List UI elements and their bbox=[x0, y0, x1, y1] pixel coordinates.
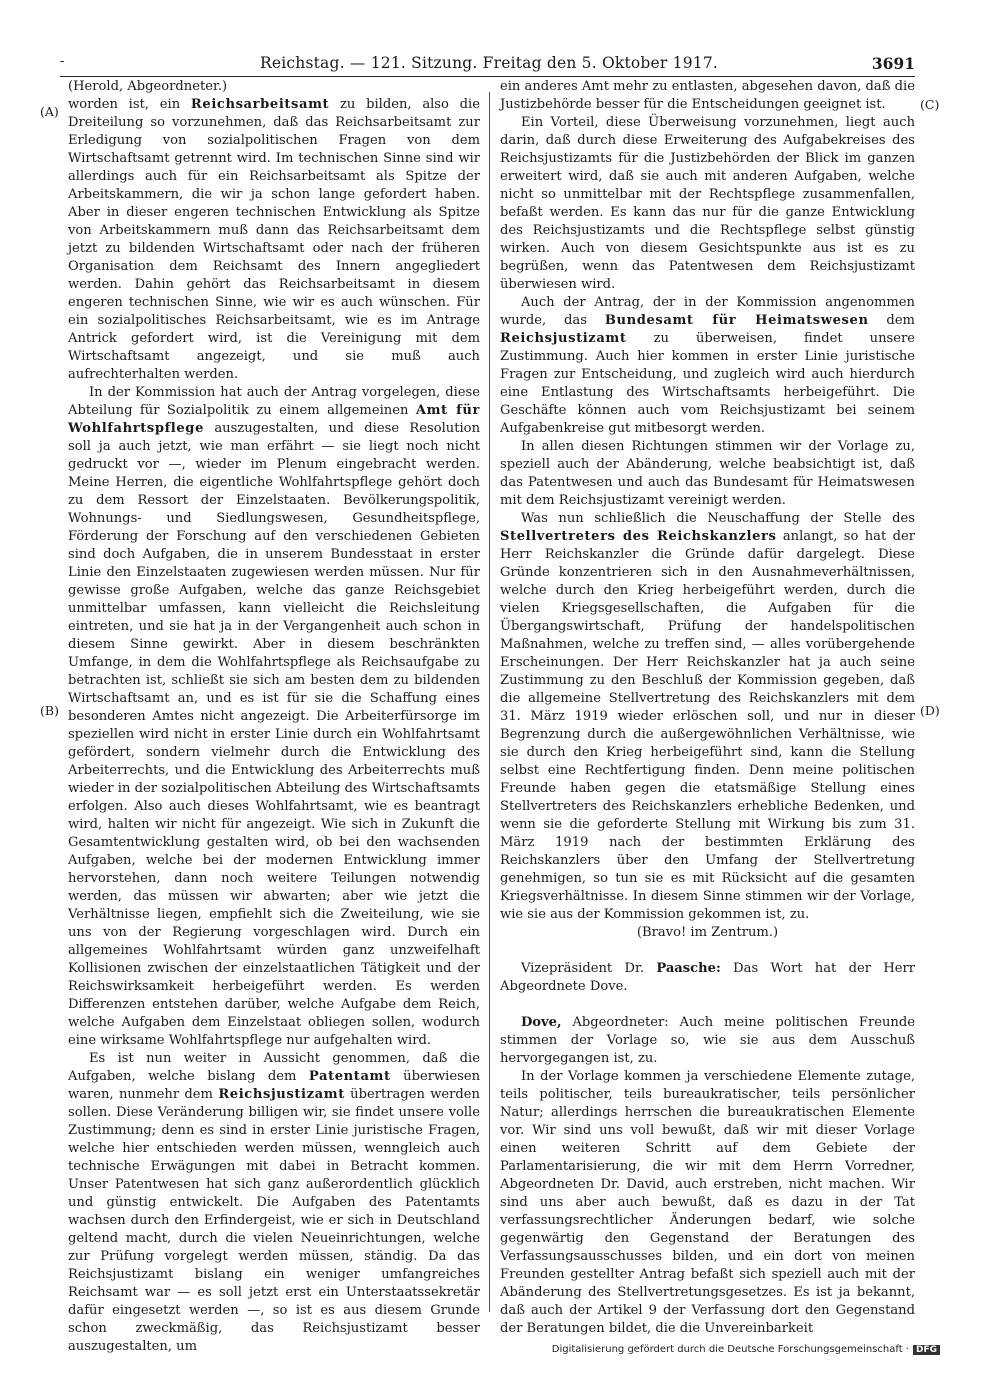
digitization-credit bbox=[552, 1344, 940, 1355]
right-paragraph-1: ein anderes Amt mehr zu entlasten, abgesehen davon, daß die Justizbehörde besser für die Entscheidungen geeignet ist. bbox=[500, 79, 915, 112]
margin-letter-b: (B) bbox=[40, 703, 59, 718]
right-column bbox=[500, 78, 915, 1338]
running-title: Reichstag. — 121. Sitzung. Freitag den 5. Oktober 1917. bbox=[260, 54, 719, 72]
left-paragraph-3: Es ist nun weiter in Aussicht genommen, daß die Aufgaben, welche bislang dem Patentamt überwiesen waren, nunmehr dem Reichsjustizamt übertragen werden sollen. Diese Veränderung billigen wir, sie findet unsere volle Zustimmung; denn es sind in erster Linie juristische Fragen, welche hier entschieden werden müssen, wenngleich auch technische Erwägungen mit dabei in Betracht kommen. Unser Patentwesen hat sich ganz außerordentlich glücklich und günstig entwickelt. Die Aufgaben des Patentamts wachsen durch den Erfindergeist, wie er sich in Deutschland geltend macht, durch die vielen Neueinrichtungen, welche zur Prüfung vorgelegt werden müssen, ständig. Da das Reichsjustizamt bislang ein weniger umfangreiches Reichsamt war — es soll jetzt erst ein Unterstaatssekretär dafür eingesetzt werden —, so ist es aus diesem Grunde schon zweckmäßig, das Reichsjustizamt besser auszugestalten, um bbox=[68, 1051, 480, 1354]
page-header bbox=[60, 50, 915, 76]
left-column bbox=[68, 78, 480, 1356]
right-paragraph-2: Ein Vorteil, diese Überweisung vorzunehmen, liegt auch darin, daß durch diese Erweiterung des Aufgabekreises des Reichsjustizamts für die Justizbehörden der Blick im ganzen erweitert wird, daß sie auch mit anderen Aufgaben, welche nicht so unmittelbar mit der Rechtspflege zusammenfallen, befaßt werden. Es kann das nur für die ganze Entwicklung des Reichsjustizamts und die Rechtspflege selbst günstig wirken. Auch von diesem Gesichtspunkte aus ist es zu begrüßen, wenn das Patentwesen dem Reichsjustizamt überwiesen wird. bbox=[500, 115, 915, 292]
dfg-logo: DFG bbox=[913, 1345, 940, 1355]
header-rule bbox=[60, 76, 915, 77]
vice-president-remark: Vizepräsident Dr. Paasche: Das Wort hat der Herr Abgeordnete Dove. bbox=[500, 961, 916, 994]
right-paragraph-5: Was nun schließlich die Neuschaffung der Stelle des Stellvertreters des Reichskanzlers anlangt, so hat der Herr Reichskanzler die Gründe dafür dargelegt. Diese Gründe konzentrieren sich in den Ausnahmeverhältnissen, welche durch den Krieg herbeigeführt werden, durch die vielen Kriegsgesellschaften, die Aufgaben für die Übergangswirtschaft, Prüfung der handelspolitischen Maßnahmen, welche zu treffen sind, — alles vorübergehende Erscheinungen. Der Herr Reichskanzler hat ja auch seine Zustimmung zu den Beschluß der Kommission gegeben, daß die allgemeine Stellvertretung des Reichskanzlers mit dem 31. März 1919 wieder erlöschen soll, und nur in dieser Begrenzung durch die außergewöhnlichen Verhältnisse, wie sie durch den Krieg herbeigeführt sind, kann die Stellung selbst eine Rechtfertigung finden. Denn meine politischen Freunde haben gegen die etatsmäßige Stellung eines Stellvertreters des Reichskanzlers erhebliche Bedenken, und wenn sie die geforderte Stellung mit Wirkung bis zum 31. März 1919 nach der bestimmten Erklärung des Reichskanzlers über den Umfang der Stellvertretung genehmigen, so tun sie es mit Rücksicht auf die gesamten Kriegsverhältnisse. In diesem Sinne stimmen wir der Vorlage, wie sie aus der Kommission gekommen ist, zu. bbox=[500, 511, 915, 922]
right-paragraph-3: Auch der Antrag, der in der Kommission angenommen wurde, das Bundesamt für Heimatswesen dem Reichsjustizamt zu überweisen, findet unsere Zustimmung. Auch hier kommen in erster Linie juristische Fragen zur Entscheidung, und zugleich wird auch hierdurch eine Entlastung des Wirtschaftsamts herbeigeführt. Die Geschäfte können auch vom Reichsjustizamt bei seinem Aufgabenkreise gut mitbesorgt werden. bbox=[500, 295, 915, 436]
header-mark: - bbox=[60, 54, 65, 69]
left-paragraph-1: worden ist, ein Reichsarbeitsamt zu bilden, also die Dreiteilung so vorzunehmen, daß das Reichsarbeitsamt zur Erledigung von sozialpolitischen Fragen von dem Wirtschaftsamt getrennt wird. Im technischen Sinne sind wir allerdings auch für ein Reichsarbeitsamt als Spitze der Arbeitskammern, die wir ja schon lange gefordert haben. Aber in dieser engeren technischen Entwicklung als Spitze von Arbeitskammern muß dann das Reichsarbeitsamt dem jetzt zu bildenden Wirtschaftsamt oder nach der früheren Organisation dem Reichsamt des Innern angegliedert werden. Dahin gehört das Reichsarbeitsamt in diesem engeren technischen Sinne, wie wir es auch wünschen. Für ein sozialpolitisches Reichsarbeitsamt, wie es im Antrage Antrick gefordert wird, ist die Vereinigung mit dem Wirtschaftsamt angezeigt, und sie muß auch aufrechterhalten werden. bbox=[68, 97, 480, 382]
applause-note: (Bravo! im Zentrum.) bbox=[636, 925, 779, 940]
speaker-head: (Herold, Abgeordneter.) bbox=[68, 79, 228, 94]
margin-letter-c: (C) bbox=[920, 97, 940, 112]
margin-letter-d: (D) bbox=[920, 703, 940, 718]
dove-speech-intro: Dove, Abgeordneter: Auch meine politischen Freunde stimmen der Vorlage so, wie sie aus dem Ausschuß hervorgegangen ist, zu. bbox=[500, 1015, 915, 1066]
credit-text: Digitalisierung gefördert durch die Deutsche Forschungsgemeinschaft · bbox=[551, 1344, 909, 1355]
right-paragraph-6: In der Vorlage kommen ja verschiedene Elemente zutage, teils politischer, teils bureaukratischer, teils persönlicher Natur; allerdings herrschen die bureaukratischen Elemente vor. Wir sind uns voll bewußt, daß wir mit dieser Vorlage einen weiteren Schritt auf dem Gebiete der Parlamentarisierung, die wir mit dem Herrn Vorredner, Abgeordneten Dr. David, auch erstreben, nicht machen. Wir sind uns aber auch bewußt, daß es dazu in der Tat verfassungsrechtlicher Änderungen bedarf, wie solche gegenwärtig den Gegenstand der Beratungen des Verfassungsausschusses bilden, und ein dort von meinen Freunden gestellter Antrag befaßt sich speziell auch mit der Abänderung des Stellvertretungsgesetzes. Es ist ja bekannt, daß auch der Artikel 9 der Verfassung dort den Gegenstand der Beratungen bildet, die die Unvereinbarkeit bbox=[500, 1069, 915, 1336]
column-divider bbox=[489, 92, 490, 1312]
left-paragraph-2: In der Kommission hat auch der Antrag vorgelegen, diese Abteilung für Sozialpolitik zu einem allgemeinen Amt für Wohlfahrtspflege auszugestalten, und diese Resolution soll ja auch jetzt, wie man erfährt — sie liegt noch nicht gedruckt vor —, wieder im Plenum eingebracht werden. Meine Herren, die eigentliche Wohlfahrtspflege gehört doch zu dem Ressort der Einzelstaaten. Bevölkerungspolitik, Wohnungs- und Siedlungswesen, Gesundheitspflege, Förderung der Forschung auf den verschiedenen Gebieten sind doch Aufgaben, die in unserem Bundesstaat in erster Linie den Einzelstaaten zugewiesen werden müssen. Nur für gewisse große Aufgaben, welche das ganze Reichsgebiet unmittelbar umfassen, kann vielleicht die Reichsleitung eintreten, und sie hat ja in der Vergangenheit auch schon in diesem Sinne gewirkt. Aber in diesem beschränkten Umfange, in dem die Wohlfahrtspflege als Reichsaufgabe zu betrachten ist, schließt sie sich am besten dem zu bildenden Wirtschaftsamt an, und es ist für sie die Schaffung eines besonderen Amtes nicht angezeigt. Die Arbeiterfürsorge im speziellen wird nicht in erster Linie durch ein Wohlfahrtsamt gefördert, sondern vielmehr durch die Entwicklung des Arbeiterrechts, und die Entwicklung des Arbeiterrechts muß wieder in der sozialpolitischen Abteilung des Wirtschaftsamts erfolgen. Also auch dieses Wohlfahrtsamt, wie es beantragt wird, halten wir nicht für angezeigt. Wie sich in Zukunft die Gesamtentwicklung gestalten wird, ob bei den wachsenden Aufgaben, welche bei der modernen Entwicklung immer hervorstehen, dann noch weitere Teilungen notwendig werden, das müssen wir abwarten; aber wie jetzt die Verhältnisse liegen, empfiehlt sich die Zweiteilung, wie sie uns von der Regierung vorgeschlagen wird. Durch ein allgemeines Wohlfahrtsamt würden ganz unzweifelhaft Kollisionen zwischen der einzelstaatlichen Tätigkeit und der Reichswirksamkeit herbeigeführt werden. Es werden Differenzen entstehen darüber, welche Aufgabe dem Reich, welche Aufgaben dem Einzelstaat obliegen sollen, wodurch eine wirksame Wohlfahrtspflege nur aufgehalten wird. bbox=[68, 385, 480, 1048]
right-paragraph-4: In allen diesen Richtungen stimmen wir der Vorlage zu, speziell auch der Abänderung, welche beabsichtigt ist, daß das Patentwesen und auch das Bundesamt für Heimatswesen mit dem Reichsjustizamt vereinigt werden. bbox=[500, 439, 915, 508]
page-number: 3691 bbox=[871, 54, 915, 73]
margin-letter-a: (A) bbox=[40, 104, 59, 119]
